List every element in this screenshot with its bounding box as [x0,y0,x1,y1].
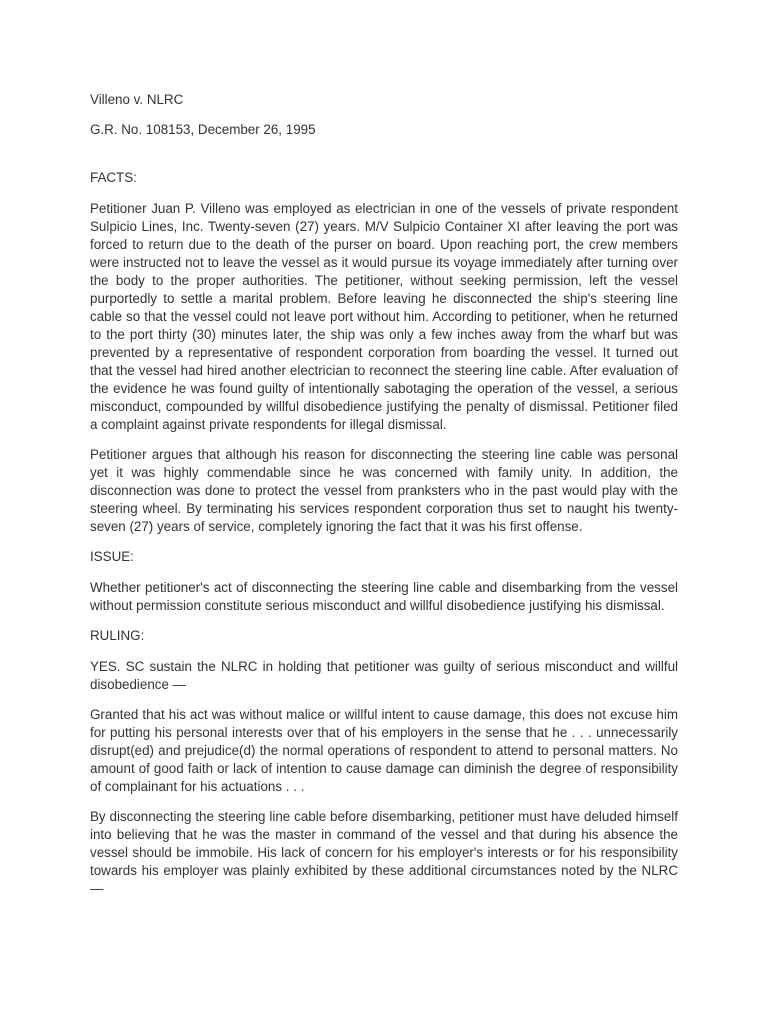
ruling-paragraph-1: YES. SC sustain the NLRC in holding that petitioner was guilty of serious misconduct and willful disobedience — [90,659,678,692]
issue-heading: ISSUE: [90,549,134,564]
facts-paragraph-1: Petitioner Juan P. Villeno was employed as electrician in one of the vessels of private respondent Sulpicio Lines, Inc. Twenty-seven (27) years. M/V Sulpicio Container XI after leaving the port was forced to return due to the death of the purser on board. Upon reaching port, the crew members were instructed not to leave the vessel as it would pursue its voyage immediately after turning over the body to the proper authorities. The petitioner, without seeking permission, left the vessel purportedly to settle a marital problem. Before leaving he disconnected the ship's steering line cable so that the vessel could not leave port without him. According to petitioner, when he returned to the port thirty (30) minutes later, the ship was only a few inches away from the wharf but was prevented by a representative of respondent corporation from boarding the vessel. It turned out that the vessel had hired another electrician to reconnect the steering line cable. After evaluation of the evidence he was found guilty of intentionally sabotaging the operation of the vessel, a serious misconduct, compounded by willful disobedience justifying the penalty of dismissal. Petitioner filed a complaint against private respondents for illegal dismissal. [90,201,678,432]
ruling-paragraph-2: Granted that his act was without malice or willful intent to cause damage, this does not excuse him for putting his personal interests over that of his employers in the sense that he . . . unnecessarily disrupt(ed) and prejudice(d) the normal operations of respondent to attend to personal matters. No amount of good faith or lack of intention to cause damage can diminish the degree of responsibility of complainant for his actuations . . . [90,707,678,794]
facts-heading: FACTS: [90,170,137,185]
issue-paragraph: Whether petitioner's act of disconnecting the steering line cable and disembarking from the vessel without permission constitute serious misconduct and willful disobedience justifying his dismissal. [90,580,678,613]
case-title: Villeno v. NLRC [90,92,184,107]
facts-paragraph-2: Petitioner argues that although his reason for disconnecting the steering line cable was personal yet it was highly commendable since he was concerned with family unity. In addition, the disconnection was done to protect the vessel from pranksters who in the past would play with the steering wheel. By terminating his services respondent corporation thus set to naught his twenty-seven (27) years of service, completely ignoring the fact that it was his first offense. [90,447,678,534]
case-gr-number: G.R. No. 108153, December 26, 1995 [90,122,316,137]
ruling-paragraph-3: By disconnecting the steering line cable before disembarking, petitioner must have deluded himself into believing that he was the master in command of the vessel and that during his absence the vessel should be immobile. His lack of concern for his employer's interests or for his responsibility towards his employer was plainly exhibited by these additional circumstances noted by the NLRC — [90,809,678,896]
document-body [90,91,678,910]
ruling-heading: RULING: [90,628,145,643]
